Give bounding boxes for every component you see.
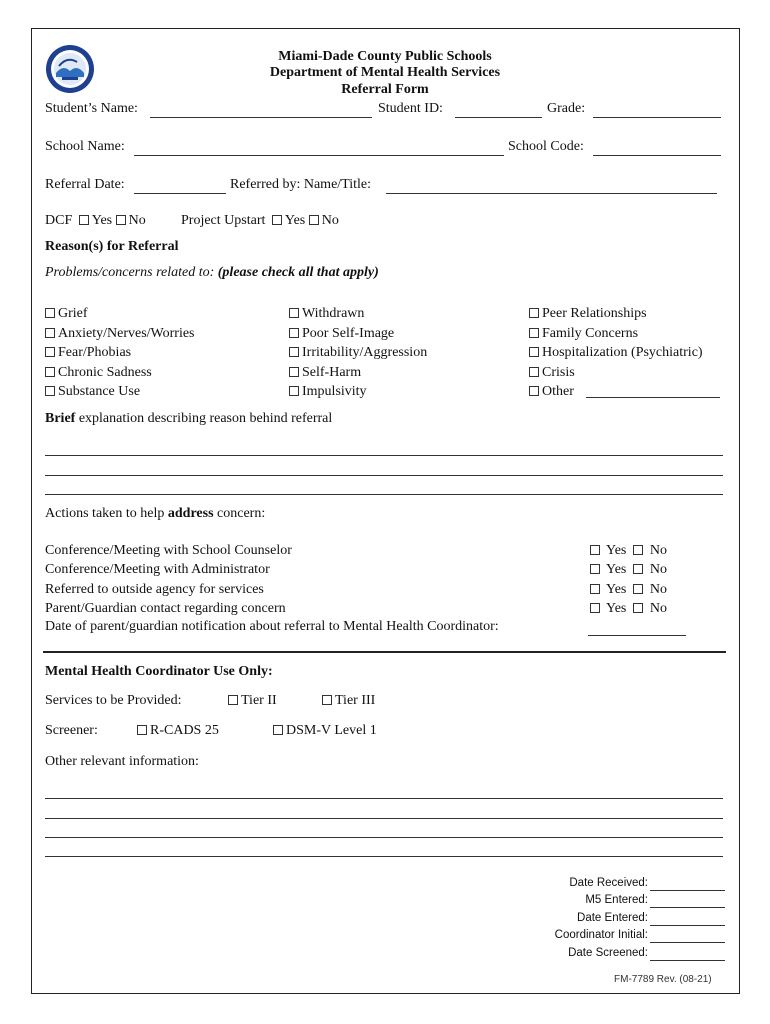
explanation-label: [45, 411, 332, 427]
checkbox[interactable]: [529, 308, 539, 318]
yes-checkbox[interactable]: [590, 545, 600, 555]
checkbox[interactable]: [289, 367, 299, 377]
checkbox[interactable]: [289, 308, 299, 318]
actions-list: [45, 541, 292, 618]
dsm-option: DSM-V Level 1: [273, 723, 377, 739]
tier-3-checkbox[interactable]: [322, 695, 332, 705]
reason-item: Hospitalization (Psychiatric): [529, 343, 703, 363]
reasons-instructions: [45, 265, 379, 281]
student-name-label: Student’s Name:: [45, 101, 138, 116]
grade-label: Grade:: [547, 101, 586, 116]
coordinator-initial-label: Coordinator Initial:: [554, 929, 648, 942]
reason-item: Family Concerns: [529, 324, 703, 344]
date-entered-label: Date Entered:: [577, 911, 648, 924]
m5-entered-field[interactable]: [650, 907, 725, 908]
action-yes-no-row: Yes No: [590, 580, 667, 599]
student-name-field[interactable]: [150, 117, 372, 118]
actions-label-pre: Actions taken to help: [45, 506, 165, 521]
checkbox[interactable]: [529, 328, 539, 338]
tier-2-option: Tier II: [228, 693, 277, 709]
tier-3-option: Tier III: [322, 693, 375, 709]
action-item: Parent/Guardian contact regarding concern: [45, 600, 286, 616]
office-labels: [480, 875, 648, 962]
reason-item: Poor Self-Image: [289, 324, 427, 344]
checkbox[interactable]: [529, 347, 539, 357]
reasons-column-1: [45, 304, 195, 402]
form-number: FM-7789 Rev. (08-21): [614, 974, 712, 985]
student-id-field[interactable]: [455, 117, 542, 118]
yes-checkbox[interactable]: [590, 603, 600, 613]
other-info-line[interactable]: [45, 798, 723, 799]
checkbox[interactable]: [45, 308, 55, 318]
school-code-field[interactable]: [593, 155, 721, 156]
no-checkbox[interactable]: [633, 603, 643, 613]
upstart-row: [181, 213, 339, 229]
other-info-line[interactable]: [45, 818, 723, 819]
upstart-yes-checkbox[interactable]: [272, 215, 282, 225]
reason-item: Crisis: [529, 363, 703, 383]
notification-date-label: Date of parent/guardian notification about referral to Mental Health Coordinator:: [45, 619, 499, 634]
actions-yes-no: [590, 541, 667, 618]
no-checkbox[interactable]: [633, 564, 643, 574]
school-code-label: School Code:: [508, 139, 584, 154]
checkbox[interactable]: [289, 386, 299, 396]
yes-checkbox[interactable]: [590, 564, 600, 574]
action-item: Conference/Meeting with School Counselor: [45, 543, 292, 558]
reason-item: Grief: [45, 304, 195, 324]
other-info-label: Other relevant information:: [45, 754, 199, 769]
action-item: Conference/Meeting with Administrator: [45, 562, 270, 578]
other-reason-field[interactable]: [586, 397, 720, 398]
screener-label: Screener:: [45, 723, 98, 738]
checkbox[interactable]: [529, 367, 539, 377]
dcf-yes-label: Yes: [91, 213, 113, 228]
actions-label: [45, 506, 265, 522]
upstart-no-label: No: [321, 213, 339, 228]
date-entered-field[interactable]: [650, 925, 725, 926]
action-yes-no-row: Yes No: [590, 560, 667, 579]
upstart-no-checkbox[interactable]: [309, 215, 319, 225]
reason-item: Withdrawn: [289, 304, 427, 324]
dcf-no-checkbox[interactable]: [116, 215, 126, 225]
explanation-line[interactable]: [45, 455, 723, 456]
reason-item: Other: [529, 382, 703, 402]
school-name-field[interactable]: [134, 155, 504, 156]
actions-label-post: concern:: [217, 506, 266, 521]
checkbox[interactable]: [289, 328, 299, 338]
checkbox[interactable]: [45, 386, 55, 396]
checkbox[interactable]: [45, 328, 55, 338]
date-received-field[interactable]: [650, 890, 725, 891]
school-district-seal-logo: [45, 44, 95, 94]
header-form-title: Referral Form: [341, 82, 429, 97]
tier-2-checkbox[interactable]: [228, 695, 238, 705]
action-item: Referred to outside agency for services: [45, 581, 264, 597]
upstart-label: Project Upstart: [181, 213, 266, 228]
upstart-yes-label: Yes: [284, 213, 306, 228]
other-info-line[interactable]: [45, 856, 723, 857]
checkbox[interactable]: [529, 386, 539, 396]
dcf-row: [45, 213, 146, 229]
reason-item: Impulsivity: [289, 382, 427, 402]
referred-by-field[interactable]: [386, 193, 717, 194]
date-screened-label: Date Screened:: [568, 946, 648, 959]
referral-date-label: Referral Date:: [45, 177, 125, 192]
reason-item: Peer Relationships: [529, 304, 703, 324]
header-district: Miami-Dade County Public Schools: [278, 49, 492, 64]
coordinator-initial-field[interactable]: [650, 942, 725, 943]
services-label: Services to be Provided:: [45, 693, 182, 708]
action-yes-no-row: Yes No: [590, 599, 667, 618]
referral-date-field[interactable]: [134, 193, 226, 194]
coordinator-heading: Mental Health Coordinator Use Only:: [45, 664, 273, 679]
explanation-line[interactable]: [45, 475, 723, 476]
section-divider: [43, 651, 726, 653]
dsm-checkbox[interactable]: [273, 725, 283, 735]
action-yes-no-row: Yes No: [590, 541, 667, 560]
reason-item: Anxiety/Nerves/Worries: [45, 324, 195, 344]
student-id-label: Student ID:: [378, 101, 443, 116]
dcf-label: DCF: [45, 213, 73, 228]
reasons-instructions-italic: Problems/concerns related to:: [45, 265, 215, 280]
checkbox[interactable]: [289, 347, 299, 357]
reason-item: Self-Harm: [289, 363, 427, 383]
reason-item: Irritability/Aggression: [289, 343, 427, 363]
reasons-instructions-bold: (please check all that apply): [217, 265, 379, 280]
referred-by-label: Referred by: Name/Title:: [230, 177, 372, 192]
dcf-yes-checkbox[interactable]: [79, 215, 89, 225]
school-name-label: School Name:: [45, 139, 125, 154]
other-info-line[interactable]: [45, 837, 723, 838]
reasons-heading: Reason(s) for Referral: [45, 239, 179, 254]
actions-label-bold: address: [167, 506, 214, 521]
no-checkbox[interactable]: [633, 545, 643, 555]
explanation-line[interactable]: [45, 494, 723, 495]
reasons-column-3: [529, 304, 703, 402]
explanation-label-bold: Brief: [45, 411, 76, 426]
no-checkbox[interactable]: [633, 584, 643, 594]
reason-item: Substance Use: [45, 382, 195, 402]
date-screened-field[interactable]: [650, 960, 725, 961]
reason-item: Fear/Phobias: [45, 343, 195, 363]
rcads-option: R-CADS 25: [137, 723, 219, 739]
grade-field[interactable]: [593, 117, 721, 118]
notification-date-field[interactable]: [588, 635, 686, 636]
dcf-no-label: No: [128, 213, 146, 228]
reasons-column-2: [289, 304, 427, 402]
explanation-label-text: explanation describing reason behind referral: [78, 411, 333, 426]
date-received-label: Date Received:: [569, 877, 648, 889]
checkbox[interactable]: [45, 367, 55, 377]
m5-entered-label: M5 Entered:: [585, 894, 648, 907]
yes-checkbox[interactable]: [590, 584, 600, 594]
reason-item: Chronic Sadness: [45, 363, 195, 383]
header-department: Department of Mental Health Services: [269, 65, 501, 80]
rcads-checkbox[interactable]: [137, 725, 147, 735]
checkbox[interactable]: [45, 347, 55, 357]
